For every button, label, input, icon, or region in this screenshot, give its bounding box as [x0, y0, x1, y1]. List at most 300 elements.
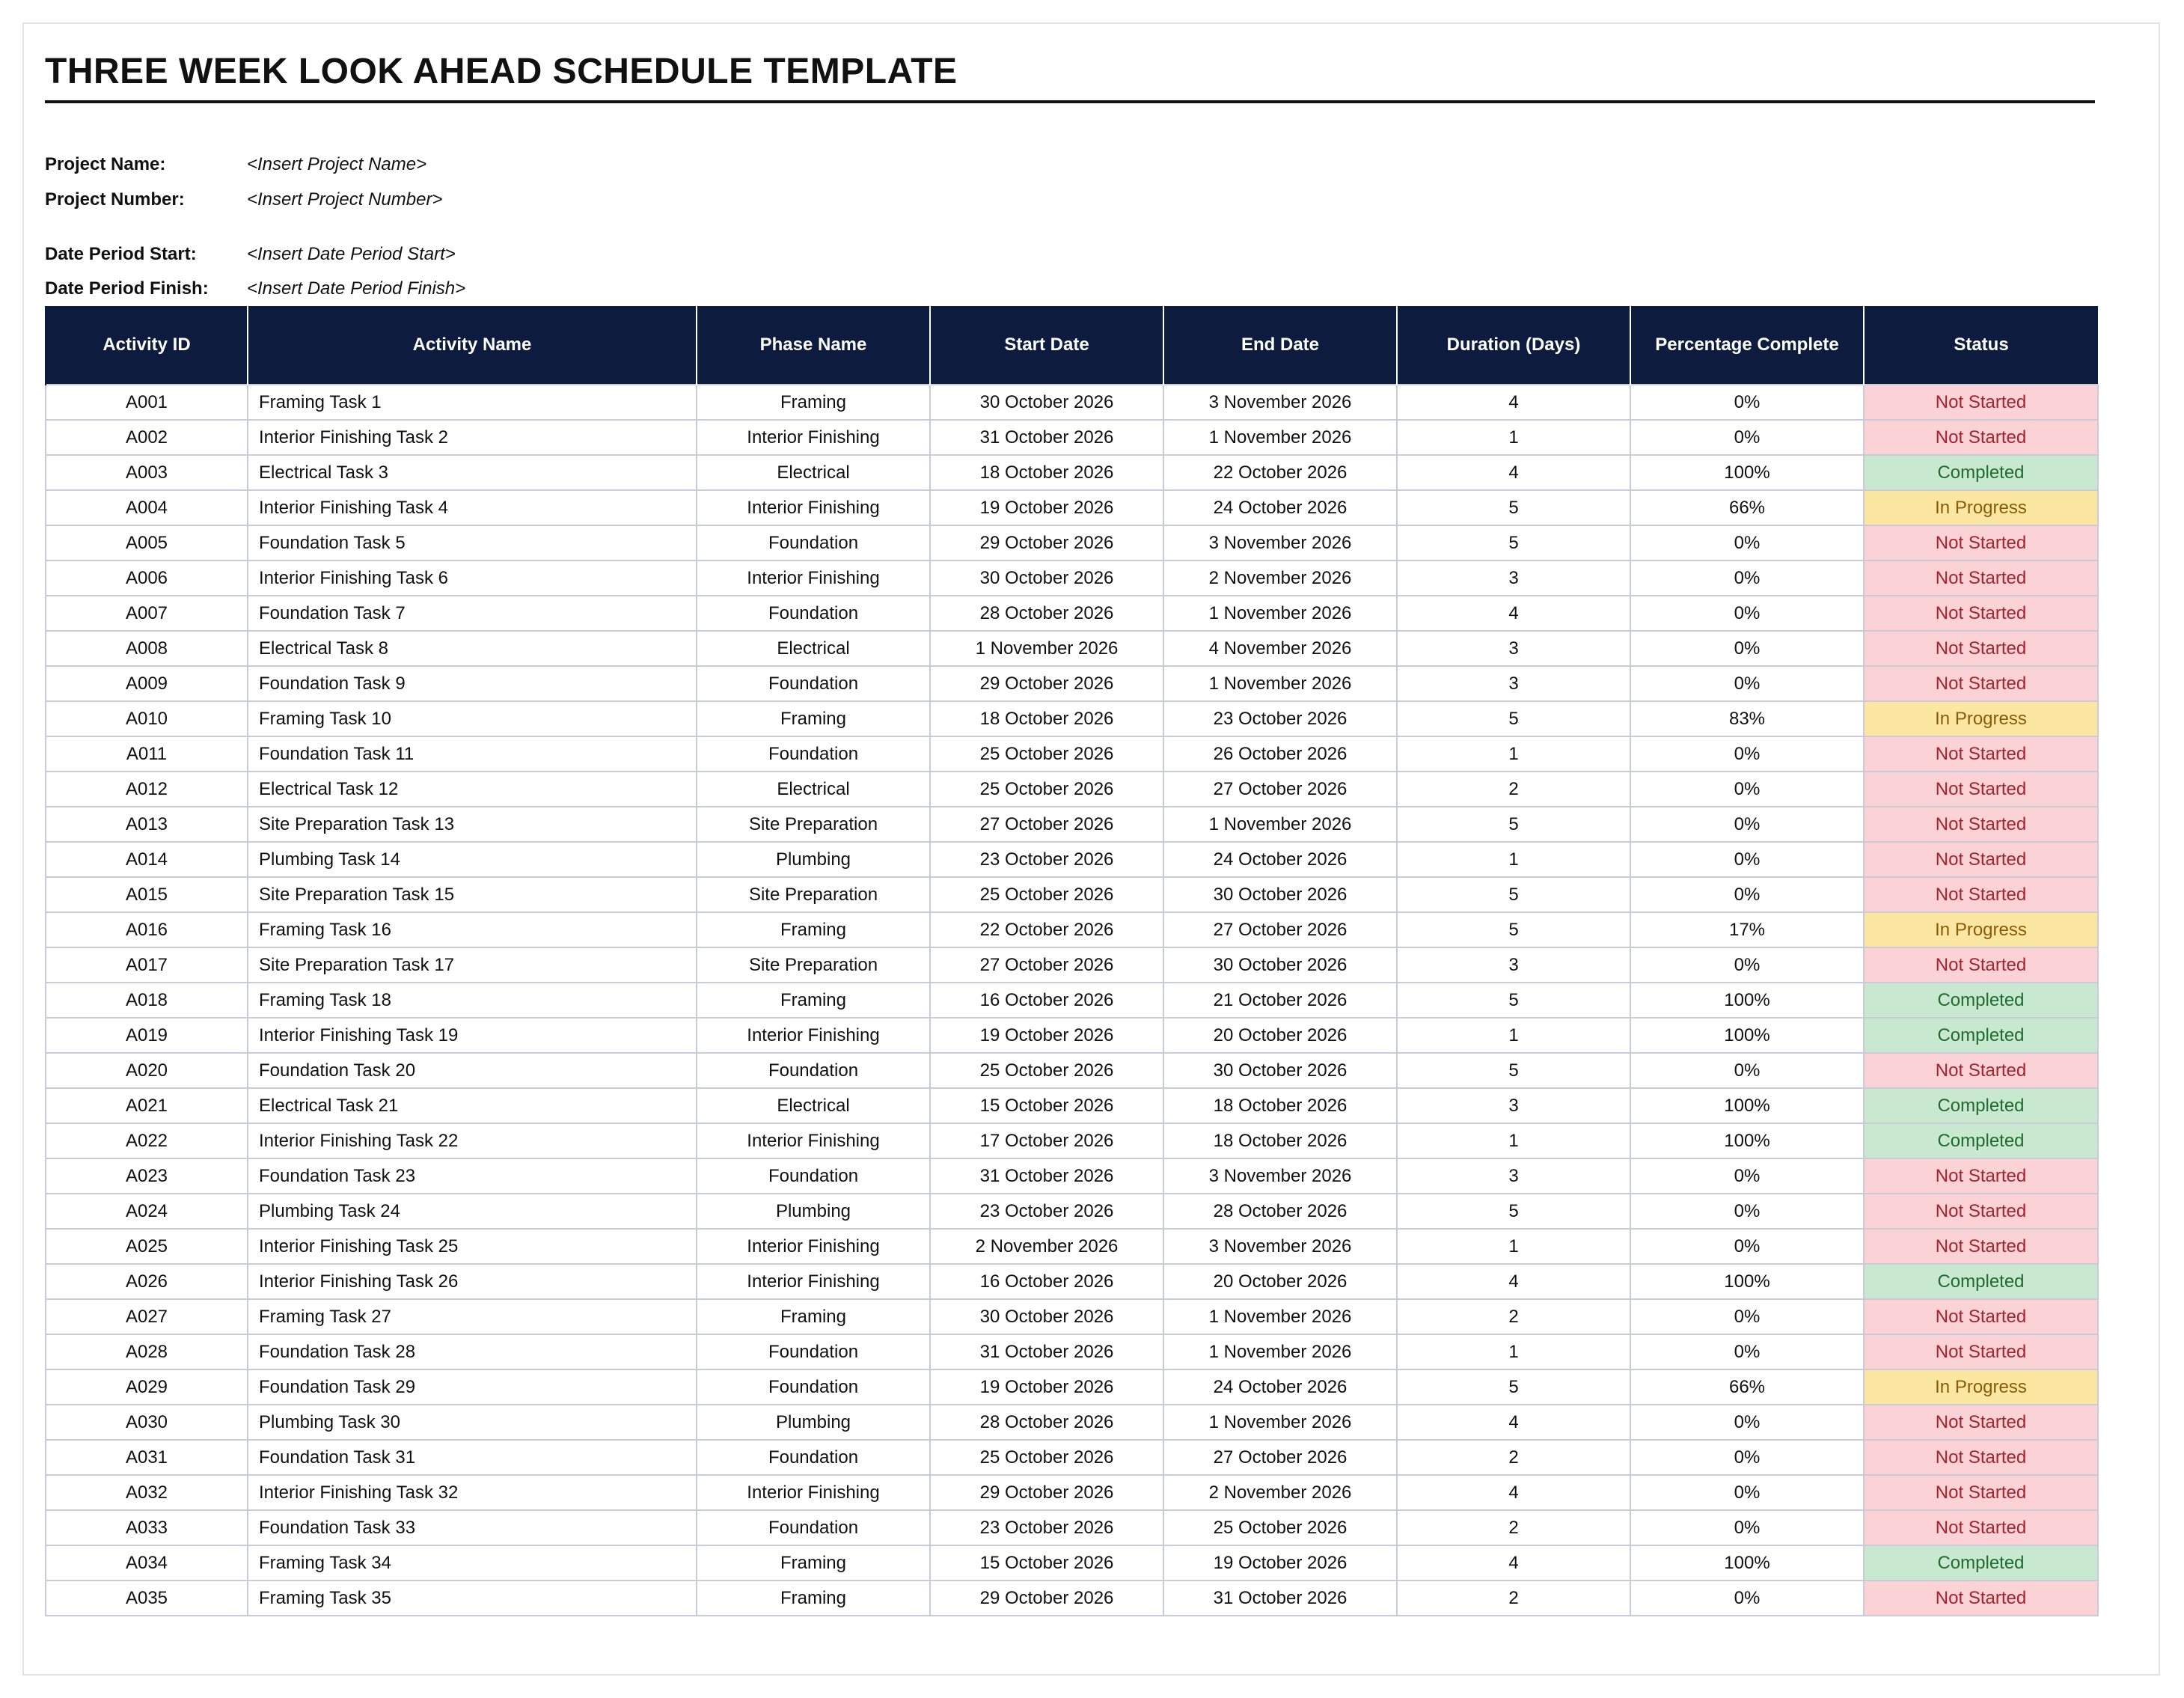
cell-start-date[interactable]: 17 October 2026: [930, 1123, 1163, 1158]
status-badge[interactable]: Not Started: [1864, 1334, 2098, 1369]
cell-activity-id[interactable]: A028: [46, 1334, 248, 1369]
cell-activity-id[interactable]: A022: [46, 1123, 248, 1158]
cell-activity-id[interactable]: A033: [46, 1510, 248, 1545]
cell-duration[interactable]: 3: [1397, 1158, 1630, 1194]
cell-duration[interactable]: 1: [1397, 420, 1630, 455]
table-row[interactable]: [46, 631, 2098, 666]
cell-phase-name[interactable]: Interior Finishing: [697, 1264, 930, 1299]
table-row[interactable]: [46, 1229, 2098, 1264]
cell-start-date[interactable]: 30 October 2026: [930, 1299, 1163, 1334]
cell-activity-id[interactable]: A030: [46, 1405, 248, 1440]
table-row[interactable]: [46, 1475, 2098, 1510]
status-badge[interactable]: Completed: [1864, 1545, 2098, 1581]
cell-duration[interactable]: 2: [1397, 1299, 1630, 1334]
cell-start-date[interactable]: 16 October 2026: [930, 1264, 1163, 1299]
cell-activity-id[interactable]: A019: [46, 1018, 248, 1053]
cell-end-date[interactable]: 26 October 2026: [1163, 736, 1397, 772]
table-row[interactable]: [46, 1088, 2098, 1123]
cell-percentage-complete[interactable]: 100%: [1630, 1088, 1864, 1123]
cell-phase-name[interactable]: Foundation: [697, 1440, 930, 1475]
cell-activity-id[interactable]: A001: [46, 385, 248, 420]
cell-activity-id[interactable]: A034: [46, 1545, 248, 1581]
cell-phase-name[interactable]: Plumbing: [697, 1405, 930, 1440]
cell-activity-name[interactable]: Electrical Task 3: [248, 455, 697, 490]
cell-start-date[interactable]: 23 October 2026: [930, 1510, 1163, 1545]
status-badge[interactable]: Not Started: [1864, 525, 2098, 561]
cell-start-date[interactable]: 2 November 2026: [930, 1229, 1163, 1264]
cell-activity-id[interactable]: A014: [46, 842, 248, 877]
cell-percentage-complete[interactable]: 17%: [1630, 912, 1864, 947]
cell-end-date[interactable]: 1 November 2026: [1163, 1405, 1397, 1440]
cell-activity-name[interactable]: Electrical Task 12: [248, 772, 697, 807]
cell-start-date[interactable]: 27 October 2026: [930, 947, 1163, 983]
cell-end-date[interactable]: 1 November 2026: [1163, 420, 1397, 455]
cell-percentage-complete[interactable]: 100%: [1630, 455, 1864, 490]
cell-activity-id[interactable]: A025: [46, 1229, 248, 1264]
cell-duration[interactable]: 1: [1397, 842, 1630, 877]
cell-duration[interactable]: 5: [1397, 701, 1630, 736]
cell-percentage-complete[interactable]: 100%: [1630, 1264, 1864, 1299]
status-badge[interactable]: Completed: [1864, 1123, 2098, 1158]
cell-percentage-complete[interactable]: 0%: [1630, 561, 1864, 596]
cell-activity-id[interactable]: A007: [46, 596, 248, 631]
cell-activity-id[interactable]: A021: [46, 1088, 248, 1123]
cell-activity-id[interactable]: A008: [46, 631, 248, 666]
cell-duration[interactable]: 4: [1397, 1405, 1630, 1440]
cell-activity-name[interactable]: Plumbing Task 24: [248, 1194, 697, 1229]
column-header-activity-name[interactable]: Activity Name: [248, 306, 697, 385]
cell-activity-id[interactable]: A011: [46, 736, 248, 772]
cell-percentage-complete[interactable]: 66%: [1630, 490, 1864, 525]
cell-percentage-complete[interactable]: 0%: [1630, 525, 1864, 561]
cell-phase-name[interactable]: Foundation: [697, 525, 930, 561]
cell-activity-id[interactable]: A017: [46, 947, 248, 983]
status-badge[interactable]: Not Started: [1864, 385, 2098, 420]
status-badge[interactable]: Not Started: [1864, 1581, 2098, 1616]
cell-percentage-complete[interactable]: 100%: [1630, 1545, 1864, 1581]
cell-phase-name[interactable]: Interior Finishing: [697, 1123, 930, 1158]
cell-end-date[interactable]: 18 October 2026: [1163, 1088, 1397, 1123]
cell-percentage-complete[interactable]: 0%: [1630, 631, 1864, 666]
cell-percentage-complete[interactable]: 0%: [1630, 1475, 1864, 1510]
status-badge[interactable]: Completed: [1864, 455, 2098, 490]
status-badge[interactable]: In Progress: [1864, 912, 2098, 947]
cell-end-date[interactable]: 2 November 2026: [1163, 1475, 1397, 1510]
cell-start-date[interactable]: 30 October 2026: [930, 561, 1163, 596]
cell-start-date[interactable]: 25 October 2026: [930, 1053, 1163, 1088]
cell-start-date[interactable]: 30 October 2026: [930, 385, 1163, 420]
cell-duration[interactable]: 4: [1397, 455, 1630, 490]
status-badge[interactable]: Completed: [1864, 1264, 2098, 1299]
cell-duration[interactable]: 5: [1397, 912, 1630, 947]
status-badge[interactable]: Not Started: [1864, 631, 2098, 666]
cell-duration[interactable]: 4: [1397, 385, 1630, 420]
cell-activity-name[interactable]: Site Preparation Task 15: [248, 877, 697, 912]
cell-phase-name[interactable]: Electrical: [697, 1088, 930, 1123]
table-row[interactable]: [46, 1299, 2098, 1334]
table-row[interactable]: [46, 947, 2098, 983]
table-row[interactable]: [46, 455, 2098, 490]
status-badge[interactable]: In Progress: [1864, 1369, 2098, 1405]
table-row[interactable]: [46, 1545, 2098, 1581]
cell-phase-name[interactable]: Foundation: [697, 666, 930, 701]
cell-end-date[interactable]: 24 October 2026: [1163, 1369, 1397, 1405]
cell-activity-name[interactable]: Foundation Task 7: [248, 596, 697, 631]
cell-duration[interactable]: 4: [1397, 596, 1630, 631]
cell-activity-id[interactable]: A031: [46, 1440, 248, 1475]
cell-percentage-complete[interactable]: 0%: [1630, 420, 1864, 455]
cell-start-date[interactable]: 28 October 2026: [930, 1405, 1163, 1440]
table-row[interactable]: [46, 1123, 2098, 1158]
status-badge[interactable]: Not Started: [1864, 1440, 2098, 1475]
status-badge[interactable]: Not Started: [1864, 1194, 2098, 1229]
cell-end-date[interactable]: 24 October 2026: [1163, 842, 1397, 877]
cell-duration[interactable]: 2: [1397, 772, 1630, 807]
cell-activity-id[interactable]: A032: [46, 1475, 248, 1510]
status-badge[interactable]: In Progress: [1864, 701, 2098, 736]
cell-end-date[interactable]: 1 November 2026: [1163, 1334, 1397, 1369]
cell-phase-name[interactable]: Site Preparation: [697, 807, 930, 842]
table-row[interactable]: [46, 490, 2098, 525]
status-badge[interactable]: Not Started: [1864, 596, 2098, 631]
cell-percentage-complete[interactable]: 0%: [1630, 666, 1864, 701]
table-row[interactable]: [46, 525, 2098, 561]
date-finish-value[interactable]: <Insert Date Period Finish>: [247, 278, 466, 299]
cell-end-date[interactable]: 20 October 2026: [1163, 1018, 1397, 1053]
cell-activity-id[interactable]: A020: [46, 1053, 248, 1088]
cell-percentage-complete[interactable]: 66%: [1630, 1369, 1864, 1405]
cell-duration[interactable]: 5: [1397, 1194, 1630, 1229]
cell-percentage-complete[interactable]: 0%: [1630, 842, 1864, 877]
cell-end-date[interactable]: 27 October 2026: [1163, 772, 1397, 807]
cell-duration[interactable]: 2: [1397, 1581, 1630, 1616]
cell-activity-name[interactable]: Plumbing Task 30: [248, 1405, 697, 1440]
column-header-start-date[interactable]: Start Date: [930, 306, 1163, 385]
cell-start-date[interactable]: 29 October 2026: [930, 1581, 1163, 1616]
cell-end-date[interactable]: 24 October 2026: [1163, 490, 1397, 525]
status-badge[interactable]: Not Started: [1864, 1475, 2098, 1510]
table-row[interactable]: [46, 561, 2098, 596]
cell-phase-name[interactable]: Interior Finishing: [697, 561, 930, 596]
cell-duration[interactable]: 4: [1397, 1264, 1630, 1299]
cell-activity-name[interactable]: Framing Task 16: [248, 912, 697, 947]
cell-duration[interactable]: 3: [1397, 631, 1630, 666]
cell-start-date[interactable]: 19 October 2026: [930, 1369, 1163, 1405]
cell-duration[interactable]: 5: [1397, 983, 1630, 1018]
cell-activity-id[interactable]: A016: [46, 912, 248, 947]
cell-activity-id[interactable]: A027: [46, 1299, 248, 1334]
cell-duration[interactable]: 1: [1397, 1123, 1630, 1158]
cell-phase-name[interactable]: Framing: [697, 385, 930, 420]
cell-activity-name[interactable]: Framing Task 27: [248, 1299, 697, 1334]
cell-activity-name[interactable]: Electrical Task 8: [248, 631, 697, 666]
cell-phase-name[interactable]: Framing: [697, 1545, 930, 1581]
cell-phase-name[interactable]: Framing: [697, 1581, 930, 1616]
cell-percentage-complete[interactable]: 0%: [1630, 1229, 1864, 1264]
cell-duration[interactable]: 2: [1397, 1440, 1630, 1475]
cell-end-date[interactable]: 1 November 2026: [1163, 807, 1397, 842]
cell-activity-name[interactable]: Interior Finishing Task 19: [248, 1018, 697, 1053]
cell-duration[interactable]: 3: [1397, 561, 1630, 596]
cell-start-date[interactable]: 22 October 2026: [930, 912, 1163, 947]
table-row[interactable]: [46, 1440, 2098, 1475]
cell-phase-name[interactable]: Foundation: [697, 736, 930, 772]
cell-end-date[interactable]: 25 October 2026: [1163, 1510, 1397, 1545]
cell-activity-name[interactable]: Interior Finishing Task 4: [248, 490, 697, 525]
table-row[interactable]: [46, 807, 2098, 842]
cell-end-date[interactable]: 3 November 2026: [1163, 525, 1397, 561]
cell-phase-name[interactable]: Foundation: [697, 1369, 930, 1405]
status-badge[interactable]: Not Started: [1864, 842, 2098, 877]
cell-end-date[interactable]: 3 November 2026: [1163, 385, 1397, 420]
cell-activity-id[interactable]: A013: [46, 807, 248, 842]
status-badge[interactable]: Completed: [1864, 1088, 2098, 1123]
cell-start-date[interactable]: 25 October 2026: [930, 1440, 1163, 1475]
cell-start-date[interactable]: 18 October 2026: [930, 701, 1163, 736]
cell-activity-id[interactable]: A005: [46, 525, 248, 561]
cell-start-date[interactable]: 27 October 2026: [930, 807, 1163, 842]
cell-phase-name[interactable]: Foundation: [697, 1158, 930, 1194]
cell-phase-name[interactable]: Foundation: [697, 1510, 930, 1545]
cell-phase-name[interactable]: Foundation: [697, 1334, 930, 1369]
status-badge[interactable]: Not Started: [1864, 772, 2098, 807]
cell-start-date[interactable]: 23 October 2026: [930, 842, 1163, 877]
cell-phase-name[interactable]: Interior Finishing: [697, 1475, 930, 1510]
cell-start-date[interactable]: 29 October 2026: [930, 666, 1163, 701]
cell-percentage-complete[interactable]: 83%: [1630, 701, 1864, 736]
cell-percentage-complete[interactable]: 0%: [1630, 877, 1864, 912]
status-badge[interactable]: Not Started: [1864, 1405, 2098, 1440]
cell-end-date[interactable]: 2 November 2026: [1163, 561, 1397, 596]
column-header-status[interactable]: Status: [1864, 306, 2098, 385]
column-header-end-date[interactable]: End Date: [1163, 306, 1397, 385]
cell-activity-name[interactable]: Foundation Task 31: [248, 1440, 697, 1475]
cell-activity-name[interactable]: Electrical Task 21: [248, 1088, 697, 1123]
cell-activity-id[interactable]: A018: [46, 983, 248, 1018]
cell-activity-name[interactable]: Site Preparation Task 17: [248, 947, 697, 983]
cell-activity-name[interactable]: Interior Finishing Task 22: [248, 1123, 697, 1158]
cell-activity-name[interactable]: Site Preparation Task 13: [248, 807, 697, 842]
cell-start-date[interactable]: 31 October 2026: [930, 1158, 1163, 1194]
table-row[interactable]: [46, 736, 2098, 772]
cell-end-date[interactable]: 4 November 2026: [1163, 631, 1397, 666]
status-badge[interactable]: Not Started: [1864, 1510, 2098, 1545]
cell-percentage-complete[interactable]: 0%: [1630, 385, 1864, 420]
cell-activity-id[interactable]: A010: [46, 701, 248, 736]
cell-end-date[interactable]: 3 November 2026: [1163, 1229, 1397, 1264]
cell-duration[interactable]: 2: [1397, 1510, 1630, 1545]
table-row[interactable]: [46, 666, 2098, 701]
cell-percentage-complete[interactable]: 0%: [1630, 1194, 1864, 1229]
cell-end-date[interactable]: 27 October 2026: [1163, 1440, 1397, 1475]
cell-start-date[interactable]: 31 October 2026: [930, 420, 1163, 455]
cell-phase-name[interactable]: Interior Finishing: [697, 420, 930, 455]
cell-duration[interactable]: 5: [1397, 1053, 1630, 1088]
status-badge[interactable]: Not Started: [1864, 1229, 2098, 1264]
cell-percentage-complete[interactable]: 0%: [1630, 1405, 1864, 1440]
cell-activity-id[interactable]: A029: [46, 1369, 248, 1405]
cell-percentage-complete[interactable]: 0%: [1630, 772, 1864, 807]
cell-activity-name[interactable]: Foundation Task 23: [248, 1158, 697, 1194]
cell-end-date[interactable]: 20 October 2026: [1163, 1264, 1397, 1299]
cell-activity-id[interactable]: A006: [46, 561, 248, 596]
cell-phase-name[interactable]: Electrical: [697, 631, 930, 666]
cell-end-date[interactable]: 18 October 2026: [1163, 1123, 1397, 1158]
table-row[interactable]: [46, 1018, 2098, 1053]
cell-percentage-complete[interactable]: 0%: [1630, 1299, 1864, 1334]
project-number-value[interactable]: <Insert Project Number>: [247, 189, 443, 210]
cell-duration[interactable]: 5: [1397, 877, 1630, 912]
table-row[interactable]: [46, 596, 2098, 631]
cell-percentage-complete[interactable]: 0%: [1630, 1510, 1864, 1545]
table-row[interactable]: [46, 1194, 2098, 1229]
cell-phase-name[interactable]: Electrical: [697, 772, 930, 807]
cell-duration[interactable]: 3: [1397, 1088, 1630, 1123]
cell-activity-id[interactable]: A026: [46, 1264, 248, 1299]
cell-start-date[interactable]: 25 October 2026: [930, 736, 1163, 772]
cell-percentage-complete[interactable]: 0%: [1630, 736, 1864, 772]
cell-start-date[interactable]: 25 October 2026: [930, 877, 1163, 912]
cell-percentage-complete[interactable]: 0%: [1630, 1334, 1864, 1369]
cell-duration[interactable]: 1: [1397, 1229, 1630, 1264]
cell-end-date[interactable]: 30 October 2026: [1163, 1053, 1397, 1088]
cell-percentage-complete[interactable]: 0%: [1630, 1053, 1864, 1088]
cell-start-date[interactable]: 29 October 2026: [930, 1475, 1163, 1510]
cell-percentage-complete[interactable]: 0%: [1630, 1581, 1864, 1616]
cell-duration[interactable]: 5: [1397, 490, 1630, 525]
cell-phase-name[interactable]: Interior Finishing: [697, 1229, 930, 1264]
status-badge[interactable]: Not Started: [1864, 561, 2098, 596]
status-badge[interactable]: Not Started: [1864, 877, 2098, 912]
cell-start-date[interactable]: 31 October 2026: [930, 1334, 1163, 1369]
cell-duration[interactable]: 5: [1397, 807, 1630, 842]
status-badge[interactable]: Not Started: [1864, 1158, 2098, 1194]
cell-duration[interactable]: 5: [1397, 525, 1630, 561]
table-row[interactable]: [46, 1405, 2098, 1440]
cell-duration[interactable]: 5: [1397, 1369, 1630, 1405]
cell-end-date[interactable]: 1 November 2026: [1163, 666, 1397, 701]
status-badge[interactable]: Completed: [1864, 983, 2098, 1018]
cell-end-date[interactable]: 30 October 2026: [1163, 947, 1397, 983]
status-badge[interactable]: Completed: [1864, 1018, 2098, 1053]
table-row[interactable]: [46, 1053, 2098, 1088]
cell-phase-name[interactable]: Site Preparation: [697, 877, 930, 912]
cell-end-date[interactable]: 1 November 2026: [1163, 1299, 1397, 1334]
cell-phase-name[interactable]: Foundation: [697, 596, 930, 631]
cell-start-date[interactable]: 29 October 2026: [930, 525, 1163, 561]
cell-end-date[interactable]: 19 October 2026: [1163, 1545, 1397, 1581]
date-start-value[interactable]: <Insert Date Period Start>: [247, 244, 456, 264]
column-header-activity-id[interactable]: Activity ID: [46, 306, 248, 385]
cell-start-date[interactable]: 19 October 2026: [930, 1018, 1163, 1053]
cell-end-date[interactable]: 27 October 2026: [1163, 912, 1397, 947]
cell-duration[interactable]: 3: [1397, 947, 1630, 983]
cell-percentage-complete[interactable]: 0%: [1630, 947, 1864, 983]
cell-start-date[interactable]: 28 October 2026: [930, 596, 1163, 631]
cell-activity-name[interactable]: Interior Finishing Task 6: [248, 561, 697, 596]
table-row[interactable]: [46, 983, 2098, 1018]
status-badge[interactable]: In Progress: [1864, 490, 2098, 525]
cell-end-date[interactable]: 1 November 2026: [1163, 596, 1397, 631]
cell-percentage-complete[interactable]: 100%: [1630, 1123, 1864, 1158]
cell-activity-id[interactable]: A015: [46, 877, 248, 912]
cell-activity-id[interactable]: A004: [46, 490, 248, 525]
cell-phase-name[interactable]: Plumbing: [697, 1194, 930, 1229]
cell-activity-name[interactable]: Foundation Task 20: [248, 1053, 697, 1088]
table-row[interactable]: [46, 1264, 2098, 1299]
cell-phase-name[interactable]: Framing: [697, 912, 930, 947]
cell-percentage-complete[interactable]: 0%: [1630, 807, 1864, 842]
status-badge[interactable]: Not Started: [1864, 1053, 2098, 1088]
status-badge[interactable]: Not Started: [1864, 1299, 2098, 1334]
cell-activity-id[interactable]: A009: [46, 666, 248, 701]
cell-start-date[interactable]: 15 October 2026: [930, 1088, 1163, 1123]
table-row[interactable]: [46, 1581, 2098, 1616]
cell-activity-id[interactable]: A012: [46, 772, 248, 807]
cell-duration[interactable]: 1: [1397, 736, 1630, 772]
cell-phase-name[interactable]: Plumbing: [697, 842, 930, 877]
cell-start-date[interactable]: 1 November 2026: [930, 631, 1163, 666]
cell-percentage-complete[interactable]: 100%: [1630, 983, 1864, 1018]
table-row[interactable]: [46, 1369, 2098, 1405]
cell-phase-name[interactable]: Foundation: [697, 1053, 930, 1088]
cell-end-date[interactable]: 23 October 2026: [1163, 701, 1397, 736]
cell-activity-name[interactable]: Framing Task 35: [248, 1581, 697, 1616]
column-header-duration[interactable]: Duration (Days): [1397, 306, 1630, 385]
status-badge[interactable]: Not Started: [1864, 666, 2098, 701]
cell-activity-name[interactable]: Foundation Task 5: [248, 525, 697, 561]
cell-end-date[interactable]: 3 November 2026: [1163, 1158, 1397, 1194]
cell-start-date[interactable]: 15 October 2026: [930, 1545, 1163, 1581]
cell-activity-name[interactable]: Framing Task 18: [248, 983, 697, 1018]
cell-activity-name[interactable]: Framing Task 34: [248, 1545, 697, 1581]
cell-end-date[interactable]: 31 October 2026: [1163, 1581, 1397, 1616]
table-row[interactable]: [46, 1334, 2098, 1369]
status-badge[interactable]: Not Started: [1864, 420, 2098, 455]
project-name-value[interactable]: <Insert Project Name>: [247, 154, 427, 174]
cell-end-date[interactable]: 21 October 2026: [1163, 983, 1397, 1018]
cell-activity-name[interactable]: Framing Task 10: [248, 701, 697, 736]
table-row[interactable]: [46, 842, 2098, 877]
cell-start-date[interactable]: 19 October 2026: [930, 490, 1163, 525]
cell-activity-name[interactable]: Foundation Task 9: [248, 666, 697, 701]
cell-activity-name[interactable]: Interior Finishing Task 25: [248, 1229, 697, 1264]
cell-activity-id[interactable]: A023: [46, 1158, 248, 1194]
status-badge[interactable]: Not Started: [1864, 736, 2098, 772]
cell-phase-name[interactable]: Framing: [697, 701, 930, 736]
cell-activity-name[interactable]: Interior Finishing Task 32: [248, 1475, 697, 1510]
status-badge[interactable]: Not Started: [1864, 947, 2098, 983]
cell-duration[interactable]: 3: [1397, 666, 1630, 701]
cell-phase-name[interactable]: Electrical: [697, 455, 930, 490]
cell-activity-id[interactable]: A003: [46, 455, 248, 490]
column-header-percentage-complete[interactable]: Percentage Complete: [1630, 306, 1864, 385]
cell-end-date[interactable]: 30 October 2026: [1163, 877, 1397, 912]
cell-duration[interactable]: 4: [1397, 1475, 1630, 1510]
cell-activity-name[interactable]: Foundation Task 28: [248, 1334, 697, 1369]
cell-end-date[interactable]: 22 October 2026: [1163, 455, 1397, 490]
cell-start-date[interactable]: 18 October 2026: [930, 455, 1163, 490]
table-row[interactable]: [46, 877, 2098, 912]
cell-percentage-complete[interactable]: 0%: [1630, 1440, 1864, 1475]
cell-start-date[interactable]: 16 October 2026: [930, 983, 1163, 1018]
cell-phase-name[interactable]: Framing: [697, 983, 930, 1018]
cell-start-date[interactable]: 25 October 2026: [930, 772, 1163, 807]
cell-phase-name[interactable]: Interior Finishing: [697, 490, 930, 525]
cell-activity-name[interactable]: Foundation Task 11: [248, 736, 697, 772]
cell-percentage-complete[interactable]: 0%: [1630, 1158, 1864, 1194]
cell-start-date[interactable]: 23 October 2026: [930, 1194, 1163, 1229]
